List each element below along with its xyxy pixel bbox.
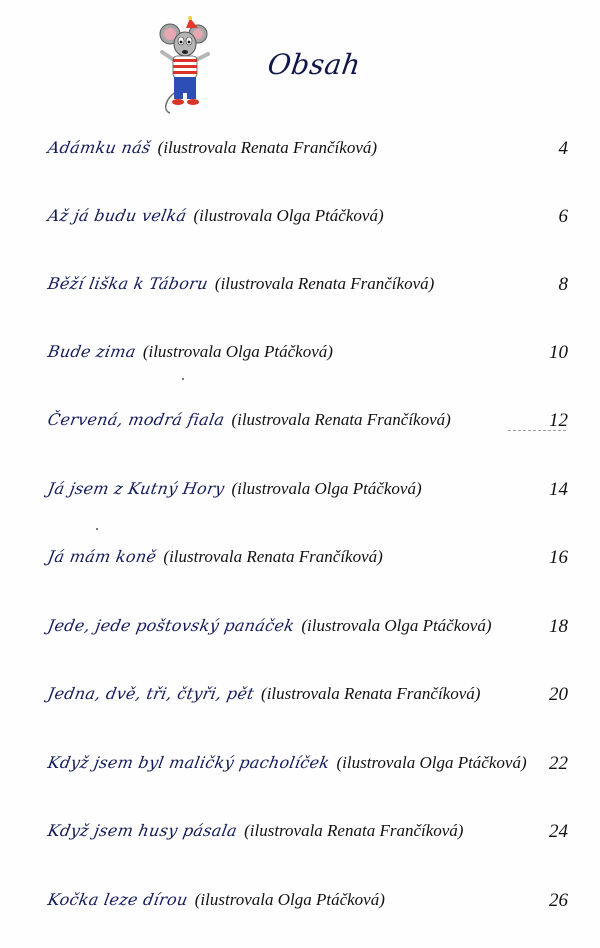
illustrator-credit: (ilustrovala Renata Frančíková) [261,684,481,703]
paper-speck [96,528,98,530]
page-title: Obsah [265,48,363,81]
song-title: Kočka leze dírou [46,890,190,909]
illustrator-credit: (ilustrovala Renata Frančíková) [244,821,464,840]
song-title: Běží liška k Táboru [46,274,210,293]
toc-entry[interactable] [48,479,568,509]
song-title: Červená, modrá fiala [46,410,227,429]
page-number: 14 [549,479,568,500]
illustrator-credit: (ilustrovala Olga Ptáčková) [193,206,384,225]
page-number: 18 [549,616,568,637]
illustrator-credit: (ilustrovala Renata Frančíková) [231,410,451,429]
page-number: 24 [549,821,568,842]
song-title: Já jsem z Kutný Hory [46,479,227,498]
song-title: Já mám koně [46,547,159,566]
illustrator-credit: (ilustrovala Renata Frančíková) [157,138,378,157]
page-number: 22 [549,753,568,774]
toc-entry[interactable] [48,753,568,783]
toc-entry[interactable] [48,342,568,372]
page-number: 4 [558,138,568,159]
page-number: 8 [558,274,568,295]
song-title: Jedna, dvě, tři, čtyři, pět [46,684,256,703]
toc-entry[interactable] [48,890,568,920]
song-title: Jede, jede poštovský panáček [46,616,297,635]
song-title: Až já budu velká [46,206,189,225]
page-number: 16 [549,547,568,568]
toc-entry[interactable] [48,410,568,440]
illustrator-credit: (ilustrovala Renata Frančíková) [163,547,383,566]
song-title: Když jsem husy pásala [46,821,239,840]
illustrator-credit: (ilustrovala Renata Frančíková) [214,274,435,293]
page-number: 10 [549,342,568,363]
song-title: Když jsem byl maličký pacholíček [46,753,332,772]
song-title: Adámku náš [46,138,153,157]
page-number: 20 [549,684,568,705]
illustrator-credit: (ilustrovala Olga Ptáčková) [142,342,333,361]
page-number: 26 [549,890,568,911]
toc-entry[interactable] [48,206,568,236]
pencil-mark [508,430,566,431]
toc-entry[interactable] [48,138,568,168]
page-number: 12 [549,410,568,431]
toc-entry[interactable] [48,274,568,304]
mouse-illustration-icon [152,14,222,114]
page-number: 6 [558,206,568,227]
illustrator-credit: (ilustrovala Olga Ptáčková) [231,479,422,498]
toc-entry[interactable] [48,547,568,577]
illustrator-credit: (ilustrovala Olga Ptáčková) [194,890,385,909]
paper-speck [182,378,184,380]
toc-entry[interactable] [48,616,568,646]
illustrator-credit: (ilustrovala Olga Ptáčková) [336,753,527,772]
illustrator-credit: (ilustrovala Olga Ptáčková) [301,616,492,635]
toc-entry[interactable] [48,684,568,714]
toc-entry[interactable] [48,821,568,851]
song-title: Bude zima [46,342,138,361]
